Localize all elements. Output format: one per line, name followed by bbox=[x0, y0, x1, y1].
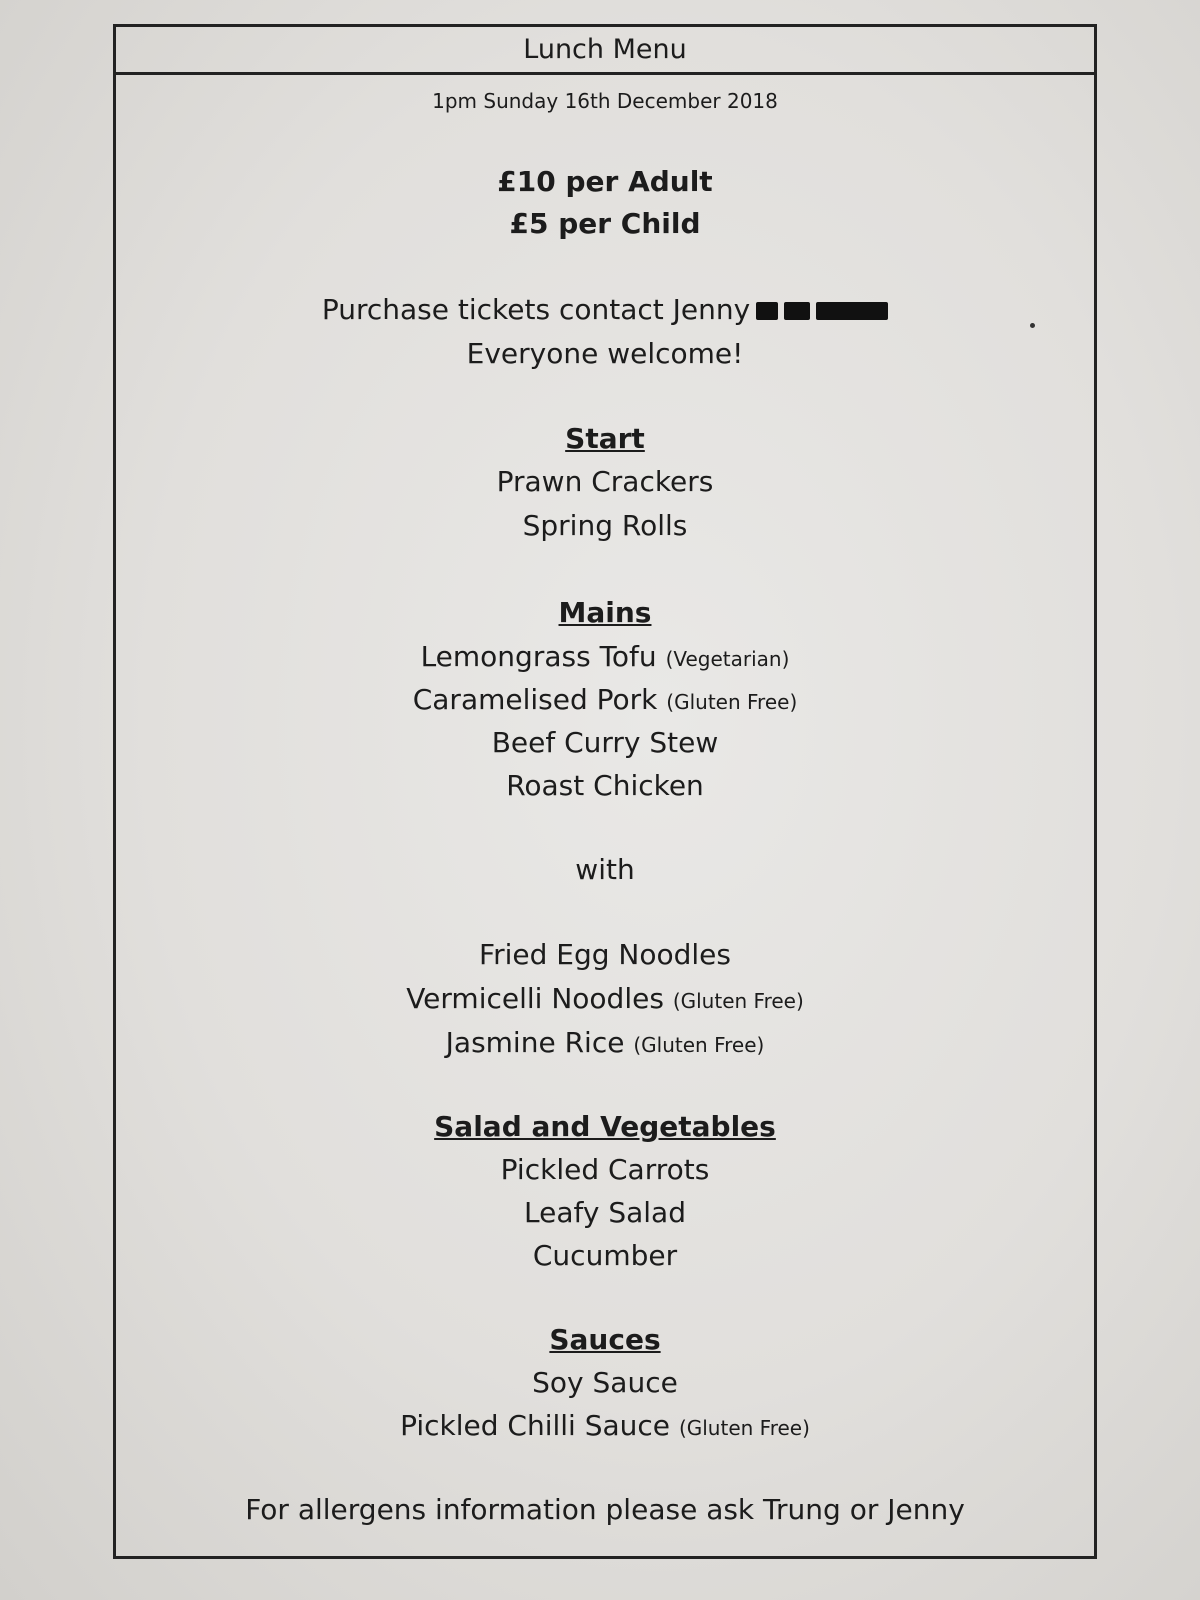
menu-item: Prawn Crackers bbox=[496, 465, 714, 498]
redaction-mark bbox=[756, 302, 778, 320]
menu-item: Beef Curry Stew bbox=[491, 726, 719, 759]
dish-name: Pickled Chilli Sauce bbox=[400, 1409, 671, 1442]
menu-item bbox=[116, 982, 1094, 1015]
dietary-note: (Vegetarian) bbox=[665, 647, 790, 671]
dish-name: Jasmine Rice bbox=[445, 1026, 625, 1059]
price-adult: £10 per Adult bbox=[497, 165, 713, 198]
allergens-footer: For allergens information please ask Trung or Jenny bbox=[245, 1493, 965, 1526]
redaction-mark bbox=[784, 302, 810, 320]
menu-item: Roast Chicken bbox=[506, 769, 704, 802]
menu-item: Fried Egg Noodles bbox=[479, 938, 731, 971]
section-heading-salad: Salad and Vegetables bbox=[434, 1110, 776, 1143]
section-heading-mains: Mains bbox=[558, 596, 652, 629]
dish-name: Caramelised Pork bbox=[412, 683, 658, 716]
menu-item bbox=[116, 683, 1094, 716]
welcome-line: Everyone welcome! bbox=[466, 337, 744, 370]
dish-name: Vermicelli Noodles bbox=[406, 982, 664, 1015]
section-heading-start: Start bbox=[565, 422, 645, 455]
redaction-mark bbox=[816, 302, 888, 320]
menu-item: Leafy Salad bbox=[524, 1196, 686, 1229]
section-heading-sauces: Sauces bbox=[549, 1323, 661, 1356]
menu-title: Lunch Menu bbox=[116, 27, 1094, 75]
menu-frame bbox=[113, 24, 1097, 1559]
dietary-note: (Gluten Free) bbox=[633, 1033, 765, 1057]
menu-item: Soy Sauce bbox=[532, 1366, 678, 1399]
dietary-note: (Gluten Free) bbox=[666, 690, 798, 714]
tickets-text: Purchase tickets contact Jenny bbox=[321, 293, 751, 326]
menu-item bbox=[116, 1409, 1094, 1442]
menu-item bbox=[116, 640, 1094, 673]
dietary-note: (Gluten Free) bbox=[672, 989, 804, 1013]
with-label: with bbox=[575, 853, 635, 886]
price-child: £5 per Child bbox=[509, 207, 701, 240]
menu-item bbox=[116, 1026, 1094, 1059]
tickets-line bbox=[116, 293, 1094, 326]
event-date: 1pm Sunday 16th December 2018 bbox=[432, 89, 778, 113]
dietary-note: (Gluten Free) bbox=[678, 1416, 810, 1440]
dish-name: Lemongrass Tofu bbox=[420, 640, 657, 673]
menu-item: Cucumber bbox=[532, 1239, 678, 1272]
menu-item: Pickled Carrots bbox=[500, 1153, 710, 1186]
menu-item: Spring Rolls bbox=[522, 509, 688, 542]
